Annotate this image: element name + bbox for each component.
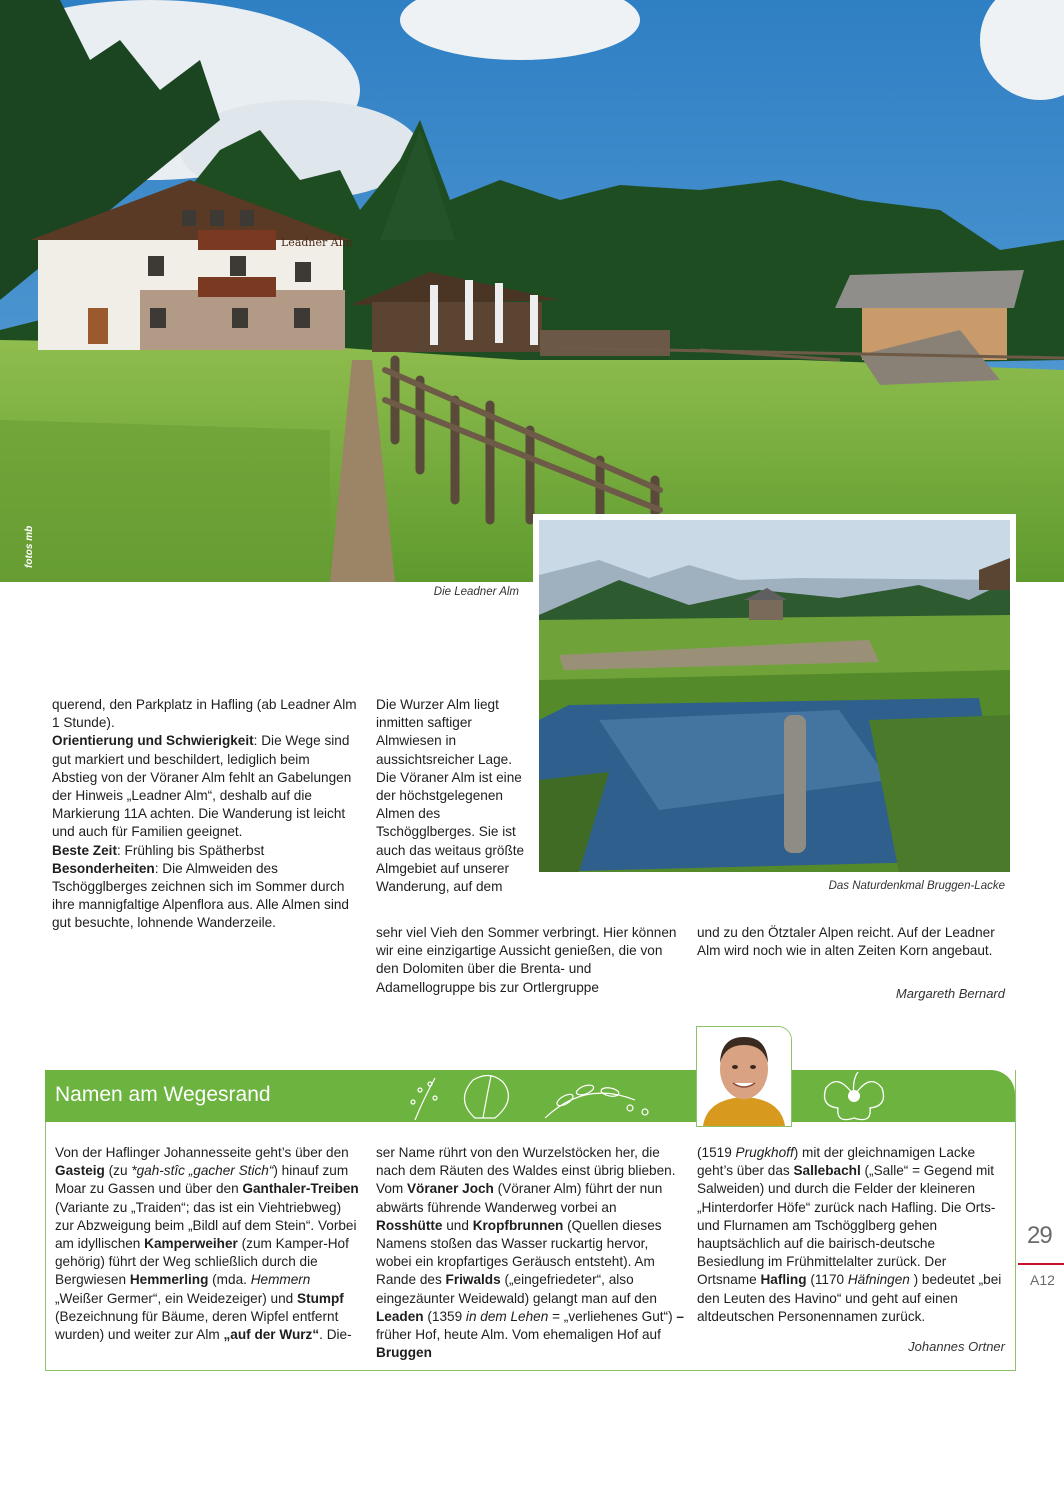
article-col-1 (52, 696, 358, 933)
names-box-author: Johannes Ortner (908, 1339, 1005, 1354)
page-number-divider (1018, 1263, 1064, 1265)
article-col-2-narrow: Die Wurzer Alm liegt inmitten saftiger Almwiesen in aussichtsreicher Lage. Die Vöraner Alm ist eine der höchstgelegenen Almen des Tschögglberges. Sie ist auch das weitaus größte Almgebiet auf unserer Wanderung, auf dem (376, 697, 525, 895)
main-photo-caption: Die Leadner Alm (433, 586, 519, 598)
names-box-col-1: Von der Haflinger Johannesseite geht’s über den Gasteig (zu *gah-stîc „gacher Stich“) hinauf zum Moar zu Gassen und über den Ganthaler-Treiben (Variante zu „Traiden“; das ist ein Viehtriebweg) zur Abzweigung beim „Bildl auf dem Stein“. Vorbei am idyllischen Kamperweiher (zum Kamper-Hof gehörig) führt der Weg schließlich durch die Bergwiesen Hemmerling (mda. Hemmern „Weißer Germer“, ein Weidezeiger) und Stumpf (Bezeichnung für Bäume, deren Wipfel entfernt wurden) und weiter zur Alm „auf der Wurz“. Die- (55, 1145, 359, 1343)
names-box-col-2: ser Name rührt von den Wurzelstöcken her, die nach dem Räuten des Waldes einst übrig blieben. Vom Vöraner Joch (Vöraner Alm) führt der nun abwärts führende Wanderweg vorbei an Rosshütte und Kropfbrunnen (Quellen dieses Namens stoßen das Wasser ruckartig hervor, wobei ein kropfartiges Geräusch entsteht). Am Rande des Friwalds („eingefriedeter“, also eingezäunter Weidewald) gelangt man auf den Leaden (1359 in dem Lehen = „verliehenes Gut“) – früher Hof, heute Alm. Vom ehemaligen Hof auf Bruggen (376, 1145, 684, 1361)
main-photo-sign: Leadner Alm (281, 236, 353, 249)
lake-photo (533, 514, 1016, 878)
flower-icon (818, 1068, 890, 1124)
article-author: Margareth Bernard (895, 986, 1005, 1001)
article-col-2-wide: sehr viel Vieh den Sommer verbringt. Hier können wir eine einzigartige Aussicht genießen, die von den Dolomiten über die Brenta- und Adamellogruppe bis zur Ortlergruppe (376, 925, 677, 995)
article-col-3: und zu den Ötztaler Alpen reicht. Auf der Leadner Alm wird noch wie in alten Zeiten Korn angebaut. (697, 925, 995, 959)
author-portrait (696, 1026, 792, 1127)
page-number: 29 (1027, 1222, 1052, 1249)
floral-ornament-icon (395, 1070, 675, 1124)
article-intro: querend, den Parkplatz in Hafling (ab Leadner Alm 1 Stunde). (52, 697, 357, 731)
best-time-paragraph: Beste Zeit: Frühling bis Spätherbst (52, 842, 265, 858)
names-box-col-3: (1519 Prugkhoff) mit der gleichnamigen Lacke geht’s über das Sallebachl („Salle“ = Gegend mit Salweiden) und durch die Felder der kleineren „Hinterdorfer Höfe“ zurück nach Hafling. Die Orts- und Flurnamen am Tschögglberg gehen hauptsächlich auf die bairisch-deutsche Besiedlung im Frühmittelalter zurück. Der Ortsname Hafling (1170 Häfningen ) bedeutet „bei den Leuten des Havino“ und geht auf einen altdeutschen Personennamen zurück. (697, 1145, 1002, 1324)
orientation-paragraph: Orientierung und Schwierigkeit: Die Wege sind gut markiert und beschildert, lediglich beim Abstieg von der Vöraner Alm fehlt an Gabelungen der Hinweis „Leadner Alm“, deshalb auf die Markierung 11A achten. Die Wanderung ist leicht und auch für Familien geeignet. (52, 733, 352, 840)
names-box-title: Namen am Wegesrand (55, 1083, 271, 1106)
special-paragraph: Besonderheiten: Die Almweiden des Tschögglberges zeichnen sich im Sommer durch ihre mannigfaltige Alpenflora aus. Alle Almen sind gut besuchte, lohnende Wanderzeile. (52, 860, 349, 931)
photo-credit: fotos mb (24, 525, 35, 568)
page-code: A12 (1030, 1272, 1055, 1288)
orientation-label: Orientierung und Schwierigkeit (52, 733, 254, 749)
main-photo (0, 0, 1064, 582)
lake-photo-caption: Das Naturdenkmal Bruggen-Lacke (828, 880, 1005, 892)
special-label: Besonderheiten (52, 860, 155, 876)
best-time-label: Beste Zeit (52, 842, 117, 858)
